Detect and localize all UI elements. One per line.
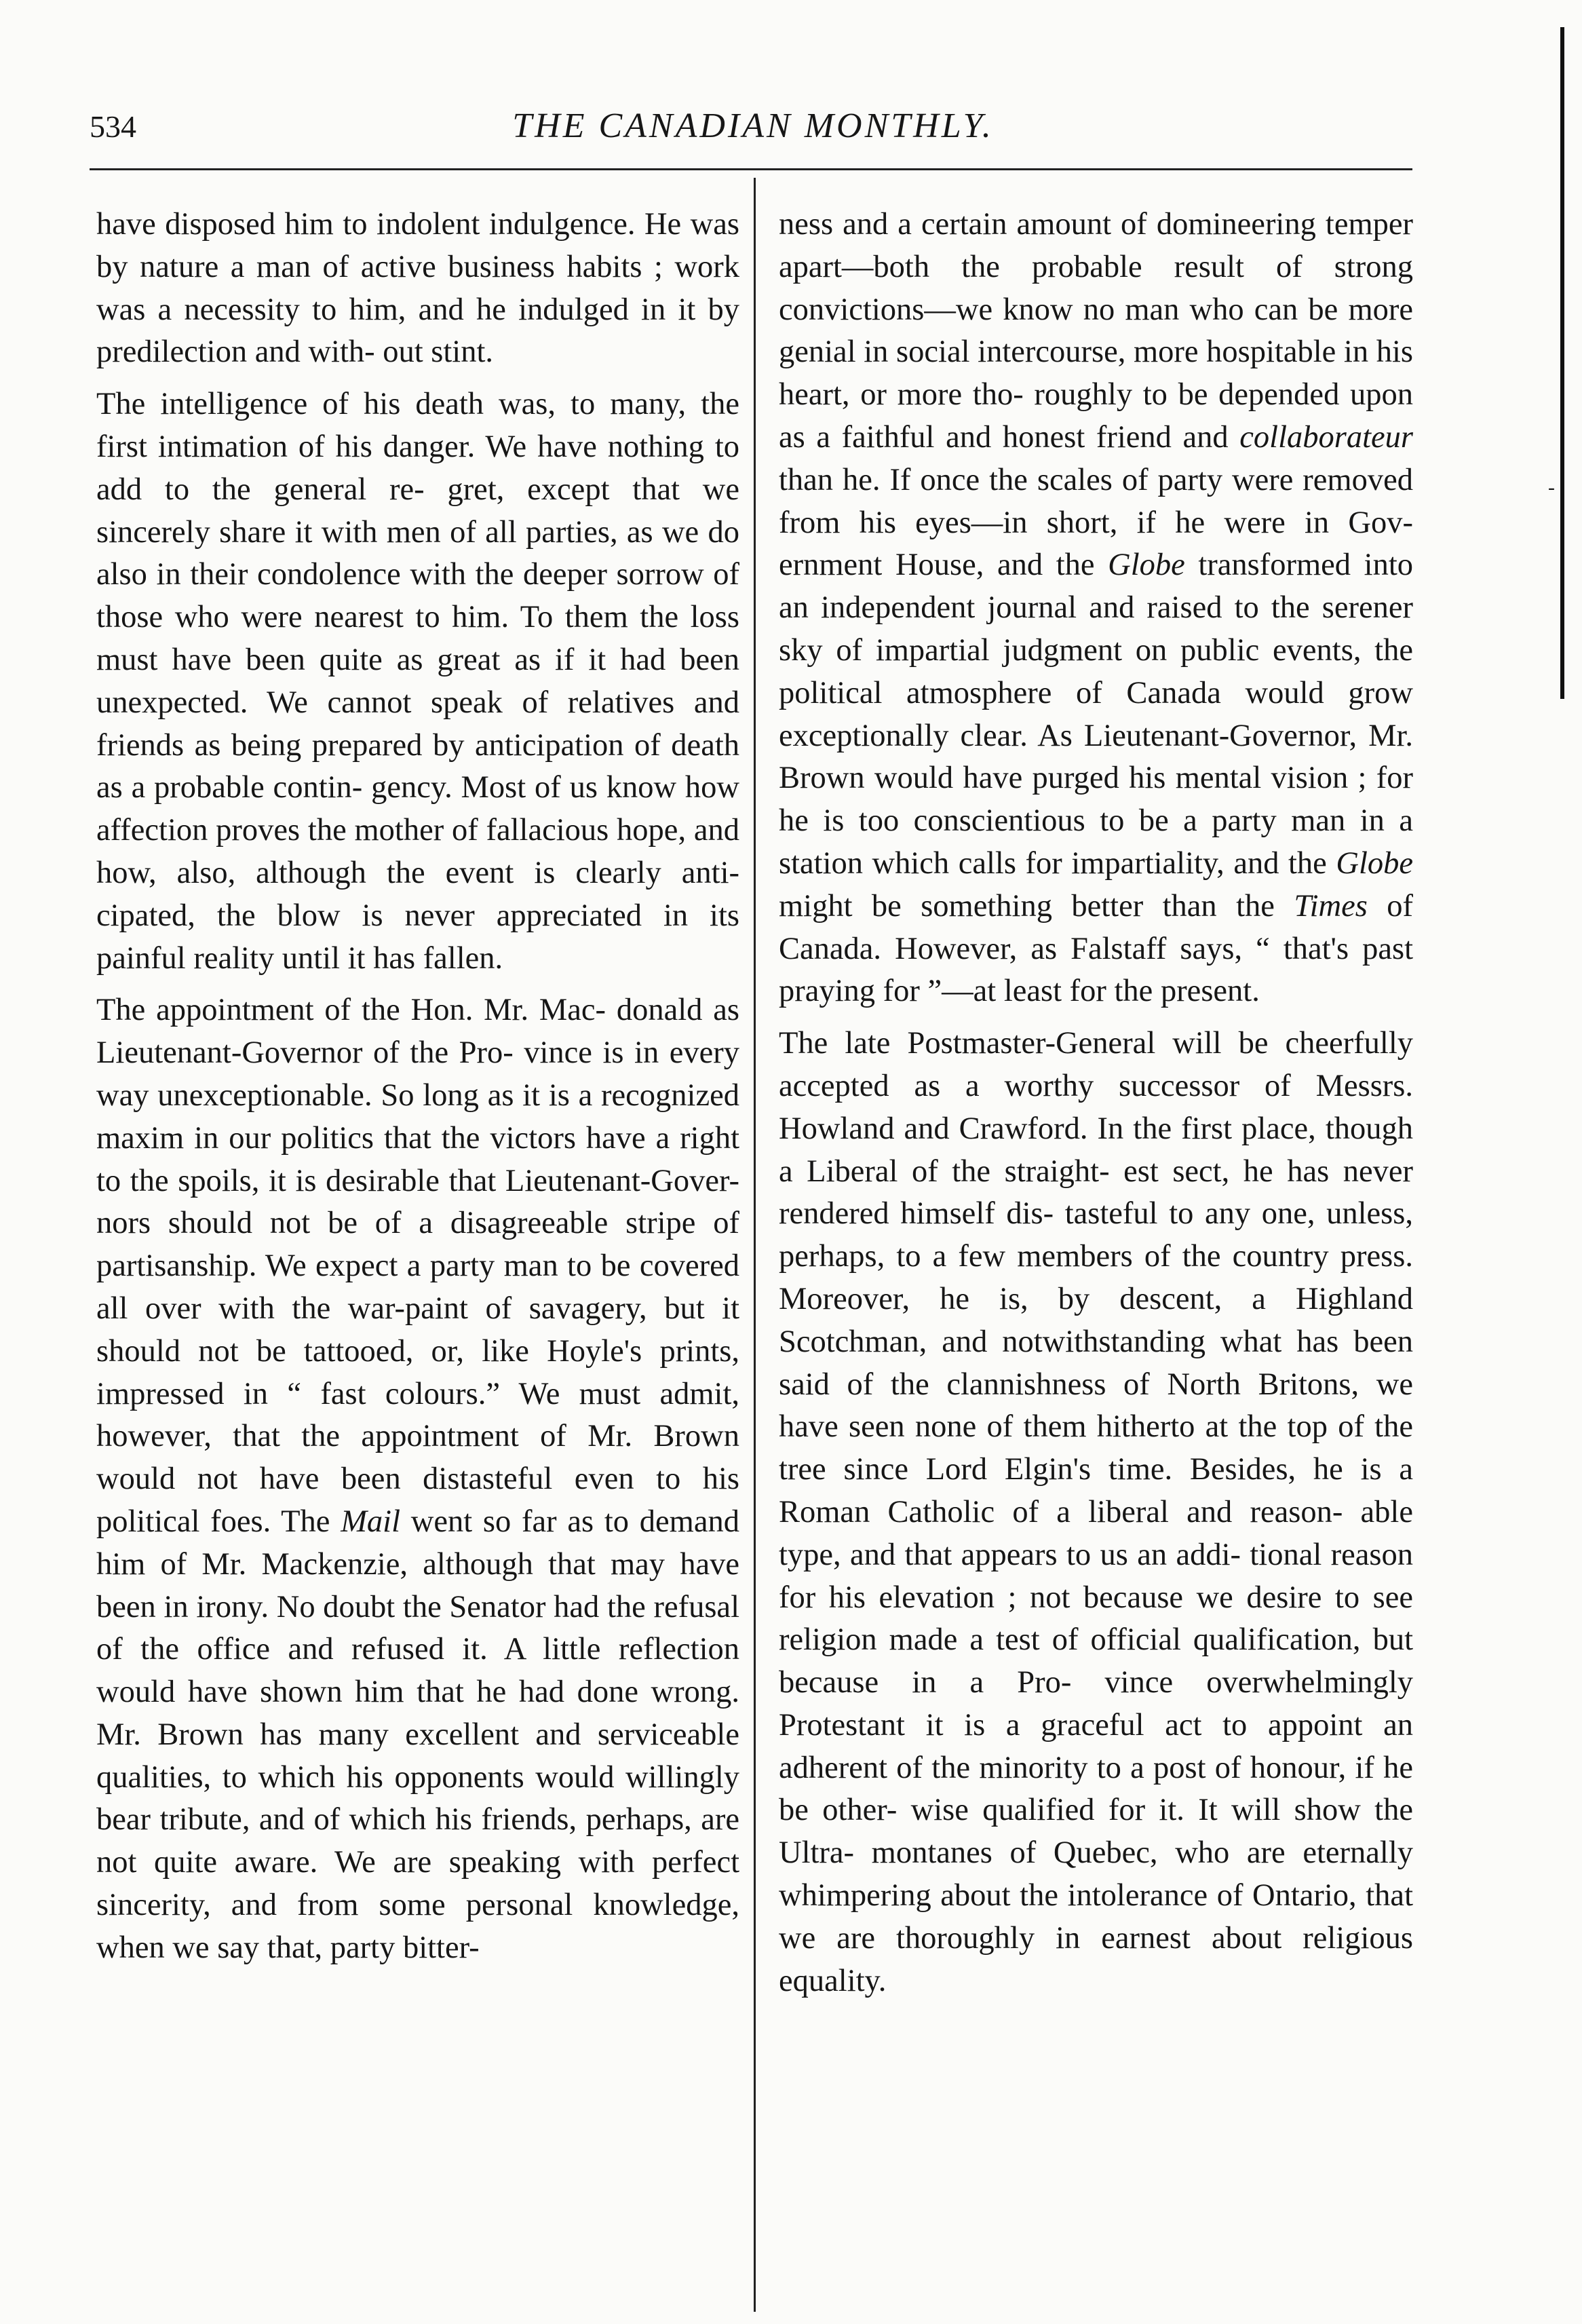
paragraph-left-1: have disposed him to indolent indulgence. He was by nature a man of active business habits ; work was a necessity to him, and he indulged in it by predilection and with- out stint. [96, 207, 739, 370]
margin-mark: - [1548, 476, 1555, 499]
column-divider [754, 178, 756, 2312]
mail-title: Mail [341, 1504, 401, 1539]
page-number: 534 [90, 109, 136, 144]
paragraph-right-1-text-e: of Canada. However, as Falstaff says, “ that's past praying for ”—at least for the present. [779, 888, 1413, 1009]
paragraph-right-2: The late Postmaster-General will be cheerfully accepted as a worthy successor of Messrs. Howland and Crawford. In the first place, though a Liberal of the straight- est sect, he has never rendered himself dis- tasteful to any one, unless, perhaps, to a few members of the country press. Moreover, he is, by descent, a Highland Scotchman, and notwithstanding what has been said of the clannishness of North Britons, we have seen none of them hitherto at the top of the tree since Lord Elgin's time. Besides, he is a Roman Catholic of a liberal and reason- able type, and that appears to us an addi- tional reason for his elevation ; not because we desire to see religion made a test of official qualification, but because in a Pro- vince overwhelmingly Protestant it is a graceful act to appoint an adherent of the minority to a post of honour, if he be other- wise qualified for it. It will show the Ultra- montanes of Quebec, who are eternally whimpering about the intolerance of Ontario, that we are thoroughly in earnest about religious equality. [779, 1026, 1413, 1998]
paragraph-left-3 [96, 989, 739, 1969]
times-title: Times [1294, 888, 1368, 923]
paragraph-left-2: The intelligence of his death was, to many, the first intimation of his danger. We have nothing to add to the general re- gret, except that we sincerely share it with men of all parties, as we do also in their condolence with the deeper sorrow of those who were nearest to him. To them the loss must have been quite as great as if it had been unexpected. We cannot speak of relatives and friends as being prepared by anticipation of death as a probable contin- gency. Most of us know how affection proves the mother of fallacious hope, and how, also, although the event is clearly anti- cipated, the blow is never appreciated in its painful reality until it has fallen. [96, 387, 739, 976]
paragraph-right-1 [779, 204, 1413, 1013]
globe-title-1: Globe [1108, 548, 1185, 583]
binding-edge-line [1560, 27, 1564, 699]
collaborateur-word: collaborateur [1239, 419, 1413, 455]
paragraph-right-1-text-b: than he. If once the scales of party were removed from his eyes—in short, if he were in Gov- ernment House, and the [779, 462, 1413, 583]
running-title: THE CANADIAN MONTHLY. [512, 107, 994, 145]
paragraph-right-1-text-a: ness and a certain amount of domineering temper apart—both the probable result of strong convictions—we know no man who can be more genial in social intercourse, more hospitable in his heart, or more tho- roughly to be depended upon as a faithful and honest friend and [779, 207, 1413, 455]
header-rule [90, 168, 1412, 170]
paragraph-left-3-text-a: The appointment of the Hon. Mr. Mac- donald as Lieutenant-Governor of the Pro- vince is in every way unexceptionable. So long as it is a recognized maxim in our politics that the victors have a right to the spoils, it is desirable that Lieutenant-Gover- nors should not be of a disagreeable stripe of partisanship. We expect a party man to be covered all over with the war-paint of savagery, but it should not be tattooed, or, like Hoyle's prints, impressed in “ fast colours.” We must admit, however, that the appointment of Mr. Brown would not have been distasteful even to his political foes. The [96, 993, 739, 1539]
globe-title-2: Globe [1336, 845, 1413, 881]
right-column [779, 204, 1413, 2012]
paragraph-left-3-text-b: went so far as to demand him of Mr. Mackenzie, although that may have been in irony. No doubt the Senator had the refusal of the office and refused it. A little reflection would have shown him that he had done wrong. Mr. Brown has many excellent and serviceable qualities, to which his opponents would willingly bear tribute, and of which his friends, perhaps, are not quite aware. We are speaking with perfect sincerity, and from some personal knowledge, when we say that, party bitter- [96, 1504, 739, 1965]
paragraph-right-1-text-d: might be something better than the [779, 888, 1294, 923]
left-column [96, 204, 739, 1979]
paragraph-right-1-text-c: transformed into an independent journal and raised to the serener sky of impartial judgment on public events, the political atmosphere of Canada would grow exceptionally clear. As Lieutenant-Governor, Mr. Brown would have purged his mental vision ; for he is too conscientious to be a party man in a station which calls for impartiality, and the [779, 548, 1413, 881]
